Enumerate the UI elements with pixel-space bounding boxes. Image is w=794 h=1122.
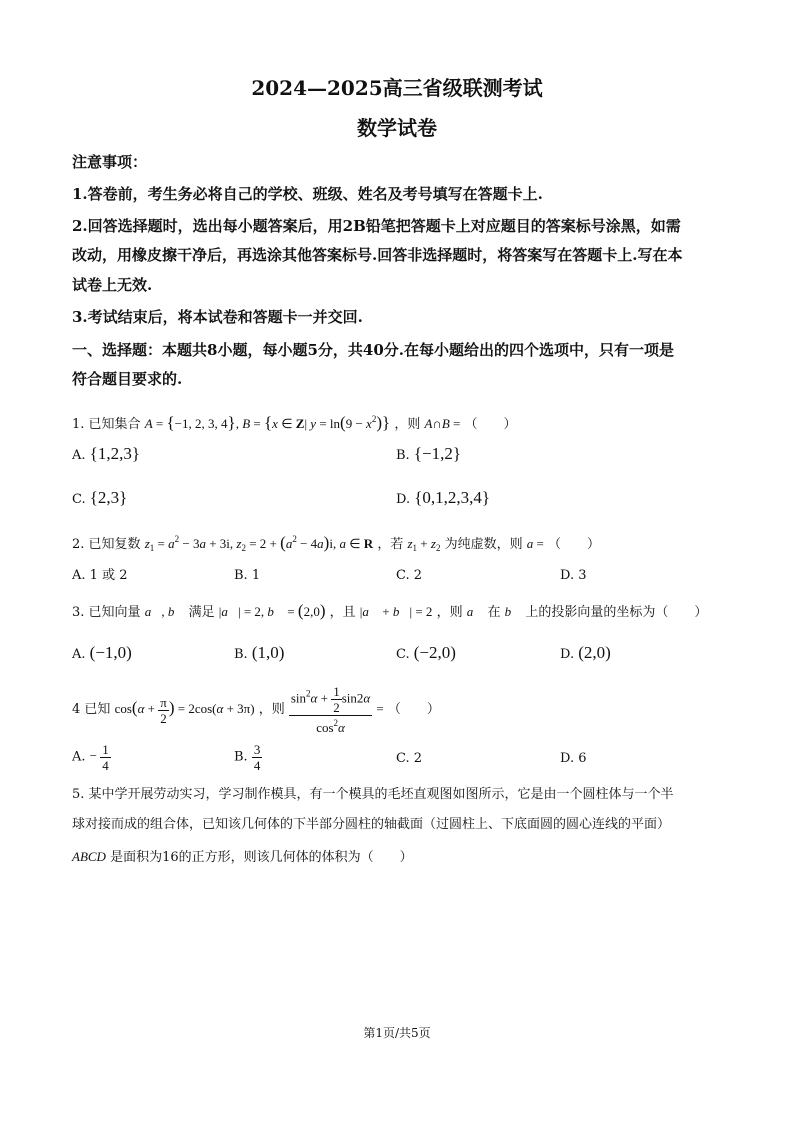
question-text: 某中学开展劳动实习，学习制作模具，有一个模具的毛坯直观图如图所示，它是由一个圆柱体与一个半 — [88, 787, 674, 802]
math-expression: |a⃗| = 2, b⃗ = (2,0) — [218, 601, 326, 620]
option-1-b — [396, 445, 461, 465]
option-value: (1,0) — [251, 643, 285, 662]
option-value: (2,0) — [578, 643, 611, 662]
exam-subject: 数学试卷 — [357, 116, 437, 140]
option-2-d — [560, 567, 587, 585]
option-2-a — [72, 567, 127, 585]
option-letter: D. — [560, 647, 575, 662]
option-value: (−2,0) — [413, 643, 456, 662]
option-2-b — [234, 567, 260, 585]
option-3-c — [396, 644, 456, 664]
math-expression: a⃗ — [466, 604, 484, 619]
option-3-d — [560, 644, 611, 664]
option-letter: B. — [234, 749, 248, 765]
question-text: ，则 — [394, 417, 421, 432]
notice-item-3: 3.考试结束后，将本试卷和答题卡一并交回. — [72, 308, 363, 326]
math-expression: a = — [526, 536, 544, 551]
question-text: ，则 — [436, 605, 463, 620]
section-heading-line-1: 一、选择题：本题共8小题，每小题5分，共40分.在每小题给出的四个选项中，只有一项是 — [72, 341, 674, 359]
question-number: 4 — [72, 702, 81, 717]
option-letter: B. — [234, 647, 248, 662]
option-value: {−1,2} — [413, 444, 461, 463]
question-text: 满足 — [188, 605, 215, 620]
question-text: 为纯虚数，则 — [444, 537, 523, 552]
option-letter: C. — [396, 647, 410, 662]
math-expression: A = {−1, 2, 3, 4}, B = {x ∈ Z| $y = \ln(9 - x^2)$} — [144, 413, 391, 432]
option-letter: D. — [560, 568, 575, 583]
exam-title: 2024—2025高三省级联测考试 — [251, 76, 543, 100]
option-value: − $\frac{1}{4}$ — [89, 742, 109, 773]
question-text: ，若 — [377, 537, 404, 552]
option-value: 3 — [578, 568, 587, 583]
math-expression: $z_1 + z_2$ — [407, 536, 441, 553]
math-expression: |a⃗ + b⃗| = 2 — [359, 604, 433, 619]
notice-heading: 注意事项： — [72, 153, 148, 171]
option-letter: D. — [560, 751, 575, 766]
option-letter: C. — [396, 751, 410, 766]
math-fraction: $\sin^2\alpha$ + $\frac{1}{2}$ sin2α $\cos^2\alpha$ — [290, 684, 371, 735]
option-letter: A. — [72, 568, 86, 583]
option-letter: D. — [396, 492, 411, 507]
option-value: 1 或 2 — [89, 568, 128, 583]
option-letter: A. — [72, 749, 86, 765]
question-text: 已知复数 — [88, 537, 141, 552]
section-heading-line-2: 符合题目要求的. — [72, 370, 183, 388]
question-text: 已知 — [84, 702, 111, 717]
option-4-b — [234, 742, 262, 773]
question-3 — [72, 602, 732, 622]
question-number: 5. — [72, 787, 85, 802]
option-value: {1,2,3} — [89, 444, 140, 463]
option-4-a — [72, 742, 111, 773]
answer-blank: （ ） — [547, 537, 600, 552]
notice-item-2-line-3: 试卷上无效. — [72, 276, 153, 294]
option-3-a — [72, 644, 132, 664]
option-letter: C. — [396, 568, 410, 583]
math-equals: = — [376, 701, 384, 716]
notice-item-2-line-1: 2.回答选择题时，选出每小题答案后，用2B铅笔把答题卡上对应题目的答案标号涂黑，如需 — [72, 217, 681, 235]
math-expression: a⃗, b⃗ — [144, 604, 185, 619]
option-letter: B. — [396, 448, 410, 463]
option-value: {0,1,2,3,4} — [414, 488, 491, 507]
math-expression: b⃗ — [504, 604, 522, 619]
question-text: 已知向量 — [88, 605, 141, 620]
math-expression: ABCD — [72, 849, 106, 864]
question-text: ，且 — [329, 605, 356, 620]
option-letter: A. — [72, 448, 86, 463]
question-text: 上的投影向量的坐标为（ ） — [525, 605, 708, 620]
option-1-c — [72, 489, 127, 509]
question-text: ，则 — [258, 702, 285, 717]
math-expression: $z_1 = a^2 - 3a + 3i$, $z_2 = 2 + (a^2 - 4a)i$, a ∈ R — [144, 533, 374, 553]
question-number: 3. — [72, 605, 85, 620]
notice-item-1: 1.答卷前，考生务必将自己的学校、班级、姓名及考号填写在答题卡上. — [72, 185, 543, 203]
option-4-d — [560, 750, 587, 768]
option-4-c — [396, 750, 422, 768]
option-letter: B. — [234, 568, 248, 583]
question-number: 1. — [72, 417, 85, 432]
option-value: 1 — [251, 568, 261, 583]
option-value: 2 — [413, 751, 423, 766]
question-5-line-2: 球对接而成的组合体，已知该几何体的下半部分圆柱的轴截面（过圆柱上、下底面圆的圆心连线的平面） — [72, 817, 671, 832]
question-5 — [72, 786, 732, 804]
answer-blank: （ ） — [464, 417, 517, 432]
option-1-a — [72, 445, 140, 465]
question-5-line-3 — [72, 848, 732, 867]
option-letter: A. — [72, 647, 86, 662]
option-value: 6 — [578, 751, 587, 766]
answer-blank: （ ） — [387, 702, 440, 717]
option-1-d — [396, 489, 490, 509]
question-text: 是面积为16的正方形，则该几何体的体积为（ ） — [110, 850, 413, 865]
question-number: 2. — [72, 537, 85, 552]
question-2 — [72, 530, 732, 557]
option-2-c — [396, 567, 422, 585]
option-3-b — [234, 644, 284, 664]
math-expression: A∩B = — [424, 416, 461, 431]
option-value: $\frac{3}{4}$ — [253, 742, 261, 773]
option-value: 2 — [413, 568, 423, 583]
question-4 — [72, 684, 732, 735]
question-text: 在 — [487, 605, 501, 620]
option-value: (−1,0) — [89, 643, 132, 662]
option-letter: C. — [72, 492, 86, 507]
question-1 — [72, 410, 732, 434]
math-expression: cos(α + $\frac{\pi}{2}$ ) = 2cos(α + 3π) — [114, 694, 255, 726]
question-text: 已知集合 — [88, 417, 141, 432]
notice-item-2-line-2: 改动，用橡皮擦干净后，再选涂其他答案标号.回答非选择题时，将答案写在答题卡上.写在本 — [72, 246, 683, 264]
page-footer: 第1页/共5页 — [363, 1026, 431, 1040]
option-value: {2,3} — [89, 488, 128, 507]
